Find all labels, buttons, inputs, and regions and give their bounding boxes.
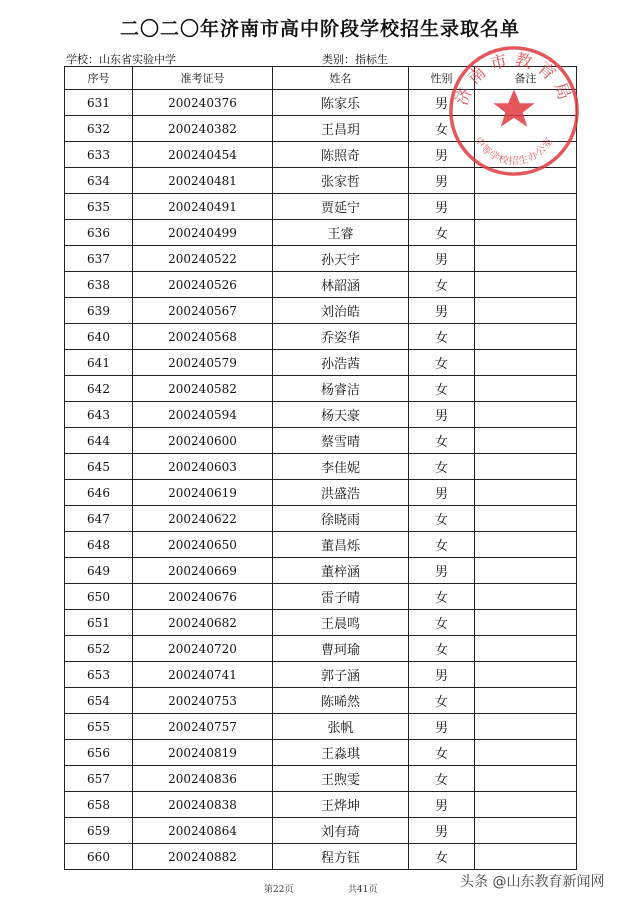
cell-gender: 女 — [409, 376, 475, 402]
table-row — [65, 766, 577, 792]
cell-name: 徐晓雨 — [273, 506, 409, 532]
table-row — [65, 428, 577, 454]
cell-remarks — [475, 480, 577, 506]
cell-gender: 女 — [409, 272, 475, 298]
cell-name: 李佳妮 — [273, 454, 409, 480]
cell-gender: 女 — [409, 688, 475, 714]
cell-seq: 644 — [65, 428, 133, 454]
cell-name: 杨天豪 — [273, 402, 409, 428]
cell-gender: 男 — [409, 90, 475, 116]
cell-seq: 658 — [65, 792, 133, 818]
table-row — [65, 636, 577, 662]
cell-seq: 659 — [65, 818, 133, 844]
cell-gender: 女 — [409, 454, 475, 480]
cell-exam-id: 200240481 — [133, 168, 273, 194]
cell-remarks — [475, 428, 577, 454]
cell-seq: 650 — [65, 584, 133, 610]
cell-remarks — [475, 844, 577, 870]
table-row — [65, 844, 577, 870]
cell-remarks — [475, 220, 577, 246]
cell-gender: 男 — [409, 792, 475, 818]
cell-exam-id: 200240622 — [133, 506, 273, 532]
table-row — [65, 740, 577, 766]
table-row — [65, 350, 577, 376]
table-row — [65, 480, 577, 506]
cell-remarks — [475, 714, 577, 740]
cell-seq: 639 — [65, 298, 133, 324]
cell-gender: 女 — [409, 116, 475, 142]
table-row — [65, 532, 577, 558]
cell-name: 董梓涵 — [273, 558, 409, 584]
cell-gender: 女 — [409, 844, 475, 870]
table-row — [65, 454, 577, 480]
cell-gender: 女 — [409, 506, 475, 532]
table-row — [65, 220, 577, 246]
cell-remarks — [475, 194, 577, 220]
table-row — [65, 558, 577, 584]
table-row — [65, 714, 577, 740]
cell-name: 王睿 — [273, 220, 409, 246]
cell-exam-id: 200240720 — [133, 636, 273, 662]
school-label: 学校：山东省实验中学 — [66, 53, 176, 66]
cell-remarks — [475, 116, 577, 142]
cell-exam-id: 200240753 — [133, 688, 273, 714]
cell-name: 陈照奇 — [273, 142, 409, 168]
cell-remarks — [475, 454, 577, 480]
cell-exam-id: 200240864 — [133, 818, 273, 844]
cell-name: 程方钰 — [273, 844, 409, 870]
cell-gender: 女 — [409, 766, 475, 792]
table-row — [65, 142, 577, 168]
cell-gender: 男 — [409, 194, 475, 220]
cell-remarks — [475, 584, 577, 610]
cell-exam-id: 200240603 — [133, 454, 273, 480]
cell-exam-id: 200240600 — [133, 428, 273, 454]
cell-seq: 655 — [65, 714, 133, 740]
cell-remarks — [475, 142, 577, 168]
cell-seq: 657 — [65, 766, 133, 792]
cell-gender: 女 — [409, 532, 475, 558]
cell-seq: 648 — [65, 532, 133, 558]
cell-gender: 女 — [409, 324, 475, 350]
cell-name: 雷子晴 — [273, 584, 409, 610]
admission-table — [64, 66, 577, 870]
cell-name: 曹珂瑜 — [273, 636, 409, 662]
cell-name: 张家哲 — [273, 168, 409, 194]
cell-remarks — [475, 688, 577, 714]
cell-remarks — [475, 350, 577, 376]
cell-remarks — [475, 610, 577, 636]
cell-seq: 641 — [65, 350, 133, 376]
cell-name: 王淼琪 — [273, 740, 409, 766]
table-row — [65, 376, 577, 402]
cell-exam-id: 200240676 — [133, 584, 273, 610]
cell-name: 郭子涵 — [273, 662, 409, 688]
cell-name: 张帆 — [273, 714, 409, 740]
cell-seq: 653 — [65, 662, 133, 688]
cell-seq: 646 — [65, 480, 133, 506]
cell-seq: 638 — [65, 272, 133, 298]
cell-exam-id: 200240491 — [133, 194, 273, 220]
cell-gender: 男 — [409, 298, 475, 324]
cell-seq: 647 — [65, 506, 133, 532]
cell-gender: 女 — [409, 350, 475, 376]
cell-seq: 649 — [65, 558, 133, 584]
cell-remarks — [475, 272, 577, 298]
cell-remarks — [475, 740, 577, 766]
cell-exam-id: 200240526 — [133, 272, 273, 298]
cell-remarks — [475, 246, 577, 272]
cell-seq: 632 — [65, 116, 133, 142]
cell-name: 王烨坤 — [273, 792, 409, 818]
cell-exam-id: 200240582 — [133, 376, 273, 402]
header-gender: 性别 — [409, 67, 475, 90]
cell-remarks — [475, 662, 577, 688]
cell-exam-id: 200240579 — [133, 350, 273, 376]
cell-gender: 女 — [409, 220, 475, 246]
cell-seq: 651 — [65, 610, 133, 636]
cell-name: 蔡雪晴 — [273, 428, 409, 454]
cell-name: 王煦雯 — [273, 766, 409, 792]
cell-remarks — [475, 792, 577, 818]
watermark: 头条 @山东教育新闻网 — [460, 874, 605, 890]
table-row — [65, 402, 577, 428]
cell-exam-id: 200240838 — [133, 792, 273, 818]
cell-exam-id: 200240568 — [133, 324, 273, 350]
cell-name: 陈家乐 — [273, 90, 409, 116]
table-row — [65, 324, 577, 350]
cell-gender: 男 — [409, 714, 475, 740]
cell-exam-id: 200240882 — [133, 844, 273, 870]
cell-exam-id: 200240376 — [133, 90, 273, 116]
table-row — [65, 506, 577, 532]
cell-remarks — [475, 376, 577, 402]
cell-seq: 634 — [65, 168, 133, 194]
header-seq: 序号 — [65, 67, 133, 90]
cell-gender: 男 — [409, 402, 475, 428]
table-row — [65, 90, 577, 116]
cell-exam-id: 200240682 — [133, 610, 273, 636]
cell-gender: 男 — [409, 142, 475, 168]
table-row — [65, 246, 577, 272]
cell-exam-id: 200240567 — [133, 298, 273, 324]
cell-gender: 女 — [409, 740, 475, 766]
table-row — [65, 168, 577, 194]
cell-exam-id: 200240499 — [133, 220, 273, 246]
table-row — [65, 298, 577, 324]
cell-remarks — [475, 818, 577, 844]
cell-gender: 女 — [409, 428, 475, 454]
cell-exam-id: 200240594 — [133, 402, 273, 428]
cell-gender: 男 — [409, 662, 475, 688]
cell-gender: 男 — [409, 246, 475, 272]
cell-exam-id: 200240757 — [133, 714, 273, 740]
table-row — [65, 610, 577, 636]
cell-seq: 656 — [65, 740, 133, 766]
cell-seq: 654 — [65, 688, 133, 714]
cell-remarks — [475, 506, 577, 532]
cell-seq: 631 — [65, 90, 133, 116]
table-row — [65, 792, 577, 818]
table-row — [65, 272, 577, 298]
seal-bottom-text: 中等学校招生办公室 — [472, 135, 556, 168]
cell-exam-id: 200240741 — [133, 662, 273, 688]
cell-exam-id: 200240836 — [133, 766, 273, 792]
cell-remarks — [475, 402, 577, 428]
table-body — [65, 90, 577, 870]
cell-name: 孙天宇 — [273, 246, 409, 272]
cell-seq: 645 — [65, 454, 133, 480]
cell-seq: 635 — [65, 194, 133, 220]
cell-exam-id: 200240382 — [133, 116, 273, 142]
header-remarks: 备注 — [475, 67, 577, 90]
table-row — [65, 818, 577, 844]
cell-remarks — [475, 532, 577, 558]
cell-gender: 女 — [409, 610, 475, 636]
cell-gender: 女 — [409, 584, 475, 610]
document-title: 二〇二〇年济南市高中阶段学校招生录取名单 — [119, 18, 520, 40]
cell-seq: 636 — [65, 220, 133, 246]
cell-seq: 643 — [65, 402, 133, 428]
cell-exam-id: 200240650 — [133, 532, 273, 558]
cell-seq: 652 — [65, 636, 133, 662]
cell-name: 乔姿华 — [273, 324, 409, 350]
cell-remarks — [475, 766, 577, 792]
cell-gender: 男 — [409, 818, 475, 844]
cell-exam-id: 200240619 — [133, 480, 273, 506]
table-row — [65, 584, 577, 610]
header-name: 姓名 — [273, 67, 409, 90]
page-total: 共41页 — [348, 885, 378, 895]
seal-top-text: 济南市教育局 — [450, 48, 578, 108]
cell-name: 刘治皓 — [273, 298, 409, 324]
cell-name: 孙浩茜 — [273, 350, 409, 376]
cell-gender: 男 — [409, 480, 475, 506]
table-header-row — [65, 67, 577, 90]
cell-remarks — [475, 558, 577, 584]
table-row — [65, 662, 577, 688]
cell-seq: 642 — [65, 376, 133, 402]
cell-remarks — [475, 636, 577, 662]
table-row — [65, 116, 577, 142]
cell-name: 刘有琦 — [273, 818, 409, 844]
table-row — [65, 688, 577, 714]
cell-name: 杨睿洁 — [273, 376, 409, 402]
cell-exam-id: 200240454 — [133, 142, 273, 168]
cell-name: 王昌玥 — [273, 116, 409, 142]
cell-remarks — [475, 324, 577, 350]
cell-gender: 男 — [409, 168, 475, 194]
page-number: 第22页 — [264, 885, 294, 895]
cell-name: 贾延宁 — [273, 194, 409, 220]
cell-exam-id: 200240522 — [133, 246, 273, 272]
cell-name: 陈晞然 — [273, 688, 409, 714]
cell-name: 董昌烁 — [273, 532, 409, 558]
cell-seq: 633 — [65, 142, 133, 168]
table-row — [65, 194, 577, 220]
cell-seq: 637 — [65, 246, 133, 272]
cell-name: 林韶涵 — [273, 272, 409, 298]
cell-gender: 男 — [409, 558, 475, 584]
cell-name: 洪盛浩 — [273, 480, 409, 506]
cell-remarks — [475, 168, 577, 194]
cell-exam-id: 200240819 — [133, 740, 273, 766]
header-exam-id: 准考证号 — [133, 67, 273, 90]
category-label: 类别：指标生 — [322, 53, 388, 66]
cell-exam-id: 200240669 — [133, 558, 273, 584]
cell-seq: 640 — [65, 324, 133, 350]
cell-gender: 女 — [409, 636, 475, 662]
cell-name: 王晨鸣 — [273, 610, 409, 636]
cell-remarks — [475, 298, 577, 324]
cell-seq: 660 — [65, 844, 133, 870]
cell-remarks — [475, 90, 577, 116]
